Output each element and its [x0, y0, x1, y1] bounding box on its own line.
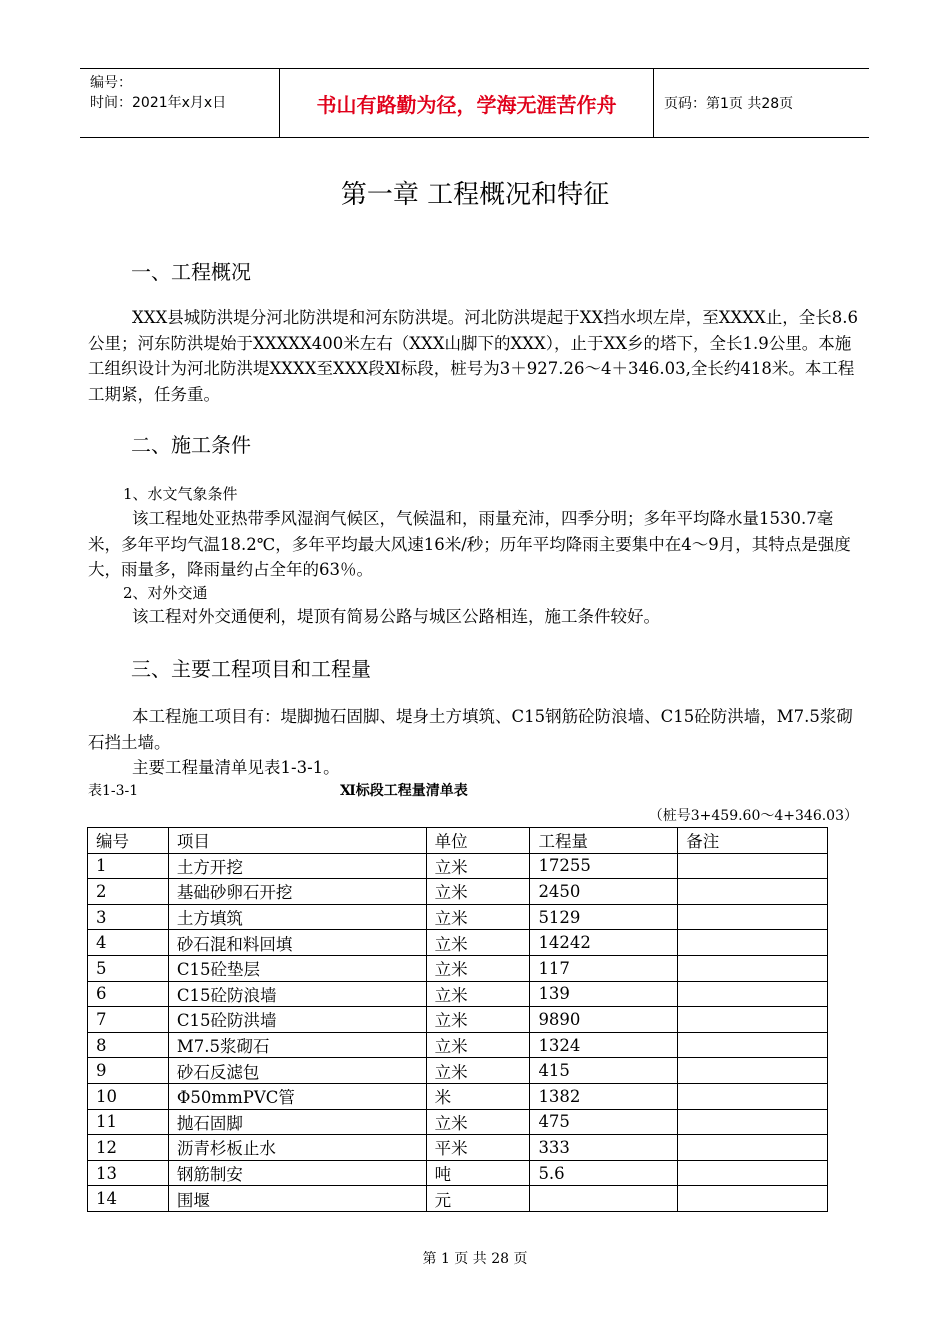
- table-row: [88, 904, 828, 930]
- cell-unit: 立米: [426, 904, 530, 930]
- cell-remarks: [678, 904, 828, 930]
- table-header-row: [88, 828, 828, 854]
- cell-item: C15砼防洪墙: [168, 1007, 426, 1033]
- cell-remarks: [678, 1160, 828, 1186]
- overview-paragraph: [88, 305, 866, 407]
- table-row: [88, 1160, 828, 1186]
- header-cell-item: 项目: [168, 828, 426, 854]
- table-row: [88, 879, 828, 905]
- table-note: （桩号3+459.60～4+346.03）: [648, 808, 858, 824]
- cell-quantity: 475: [530, 1109, 678, 1135]
- header-cell-number: 编号: [88, 828, 169, 854]
- cell-unit: 吨: [426, 1160, 530, 1186]
- table-row: [88, 1109, 828, 1135]
- header-info-cell: [80, 69, 280, 137]
- table-row: [88, 1058, 828, 1084]
- document-date-label: 时间：2021年x月x日: [90, 95, 227, 111]
- chapter-title: 第一章 工程概况和特征: [340, 180, 610, 210]
- section-heading-conditions: 二、施工条件: [131, 433, 251, 457]
- traffic-paragraph: [88, 604, 866, 630]
- cell-item: 砂石混和料回填: [168, 930, 426, 956]
- cell-number: 2: [88, 879, 169, 905]
- header-cell-quantity: 工程量: [530, 828, 678, 854]
- cell-unit: 立米: [426, 853, 530, 879]
- cell-quantity: 1382: [530, 1083, 678, 1109]
- table-row: [88, 1007, 828, 1033]
- header-page-number: 页码：第1页 共28页: [664, 96, 794, 112]
- table-body: [88, 853, 828, 1211]
- subsection-title-hydrology: 1、水文气象条件: [123, 485, 238, 503]
- cell-item: 土方填筑: [168, 904, 426, 930]
- header-motto: 书山有路勤为径，学海无涯苦作舟: [280, 69, 654, 137]
- table-reference-paragraph: [88, 755, 866, 781]
- cell-quantity: 17255: [530, 853, 678, 879]
- cell-number: 1: [88, 853, 169, 879]
- table-row: [88, 1135, 828, 1161]
- cell-remarks: [678, 1083, 828, 1109]
- overview-text: XXX县城防洪堤分河北防洪堤和河东防洪堤。河北防洪堤起于XX挡水坝左岸，至XXXX止，全长8.6公里；河东防洪堤始于XXXXX400米左右（XXX山脚下的XXX），止于XX乡的塔下，全长1.9公里。本施工组织设计为河北防洪堤XXXX至XXX段Ⅺ标段，桩号为3＋927.26～4＋346.03,全长约418米。本工程工期紧，任务重。: [88, 308, 858, 404]
- quantities-text: 本工程施工项目有：堤脚抛石固脚、堤身土方填筑、C15钢筋砼防浪墙、C15砼防洪墙，M7.5浆砌石挡土墙。: [88, 707, 853, 752]
- cell-quantity: 9890: [530, 1007, 678, 1033]
- cell-remarks: [678, 1032, 828, 1058]
- cell-unit: 立米: [426, 1007, 530, 1033]
- cell-remarks: [678, 930, 828, 956]
- cell-quantity: 415: [530, 1058, 678, 1084]
- cell-quantity: 5129: [530, 904, 678, 930]
- cell-item: 沥青杉板止水: [168, 1135, 426, 1161]
- cell-item: C15砼防浪墙: [168, 981, 426, 1007]
- cell-quantity: 333: [530, 1135, 678, 1161]
- cell-remarks: [678, 981, 828, 1007]
- hydrology-text: 该工程地处亚热带季风湿润气候区，气候温和，雨量充沛，四季分明；多年平均降水量1530.7毫米，多年平均气温18.2℃，多年平均最大风速16米/秒；历年平均降雨主要集中在4～9月，其特点是强度大，雨量多，降雨量约占全年的63％。: [88, 509, 851, 579]
- cell-number: 7: [88, 1007, 169, 1033]
- cell-remarks: [678, 853, 828, 879]
- cell-item: 基础砂卵石开挖: [168, 879, 426, 905]
- cell-unit: 立米: [426, 955, 530, 981]
- cell-item: 砂石反滤包: [168, 1058, 426, 1084]
- cell-number: 8: [88, 1032, 169, 1058]
- cell-item: M7.5浆砌石: [168, 1032, 426, 1058]
- cell-number: 3: [88, 904, 169, 930]
- cell-number: 6: [88, 981, 169, 1007]
- table-row: [88, 981, 828, 1007]
- table-row: [88, 1032, 828, 1058]
- cell-remarks: [678, 1007, 828, 1033]
- cell-quantity: 117: [530, 955, 678, 981]
- cell-unit: 立米: [426, 1109, 530, 1135]
- cell-item: 抛石固脚: [168, 1109, 426, 1135]
- quantity-table: [87, 827, 828, 1212]
- table-label: 表1-3-1: [88, 783, 139, 799]
- hydrology-paragraph: [88, 506, 866, 583]
- page-footer: 第 1 页 共 28 页: [422, 1251, 528, 1267]
- cell-quantity: 2450: [530, 879, 678, 905]
- subsection-title-traffic: 2、对外交通: [123, 584, 208, 602]
- cell-number: 10: [88, 1083, 169, 1109]
- cell-number: 14: [88, 1186, 169, 1212]
- page-header: [80, 68, 869, 138]
- table-row: [88, 853, 828, 879]
- cell-remarks: [678, 1109, 828, 1135]
- cell-number: 12: [88, 1135, 169, 1161]
- cell-number: 5: [88, 955, 169, 981]
- cell-quantity: 1324: [530, 1032, 678, 1058]
- cell-remarks: [678, 1058, 828, 1084]
- cell-remarks: [678, 955, 828, 981]
- cell-number: 13: [88, 1160, 169, 1186]
- cell-remarks: [678, 1186, 828, 1212]
- cell-unit: 立米: [426, 1058, 530, 1084]
- section-heading-overview: 一、工程概况: [131, 260, 251, 284]
- table-row: [88, 1186, 828, 1212]
- table-row: [88, 930, 828, 956]
- table-row: [88, 955, 828, 981]
- cell-unit: 立米: [426, 1032, 530, 1058]
- table-reference-text: 主要工程量清单见表1-3-1。: [132, 758, 340, 777]
- cell-item: 围堰: [168, 1186, 426, 1212]
- section-heading-quantities: 三、主要工程项目和工程量: [131, 657, 371, 681]
- cell-remarks: [678, 879, 828, 905]
- document-number-label: 编号：: [90, 75, 132, 91]
- cell-item: 土方开挖: [168, 853, 426, 879]
- cell-item: 钢筋制安: [168, 1160, 426, 1186]
- cell-quantity: [530, 1186, 678, 1212]
- table-title: Ⅺ标段工程量清单表: [340, 783, 468, 799]
- cell-unit: 立米: [426, 930, 530, 956]
- cell-quantity: 14242: [530, 930, 678, 956]
- cell-quantity: 5.6: [530, 1160, 678, 1186]
- cell-number: 4: [88, 930, 169, 956]
- table-row: [88, 1083, 828, 1109]
- cell-quantity: 139: [530, 981, 678, 1007]
- header-cell-remarks: 备注: [678, 828, 828, 854]
- header-cell-unit: 单位: [426, 828, 530, 854]
- traffic-text: 该工程对外交通便利，堤顶有简易公路与城区公路相连，施工条件较好。: [132, 607, 660, 626]
- cell-item: C15砼垫层: [168, 955, 426, 981]
- cell-unit: 元: [426, 1186, 530, 1212]
- cell-unit: 平米: [426, 1135, 530, 1161]
- cell-unit: 立米: [426, 879, 530, 905]
- cell-number: 11: [88, 1109, 169, 1135]
- cell-unit: 米: [426, 1083, 530, 1109]
- cell-unit: 立米: [426, 981, 530, 1007]
- quantities-paragraph: [88, 704, 866, 755]
- cell-item: Φ50mmPVC管: [168, 1083, 426, 1109]
- cell-remarks: [678, 1135, 828, 1161]
- cell-number: 9: [88, 1058, 169, 1084]
